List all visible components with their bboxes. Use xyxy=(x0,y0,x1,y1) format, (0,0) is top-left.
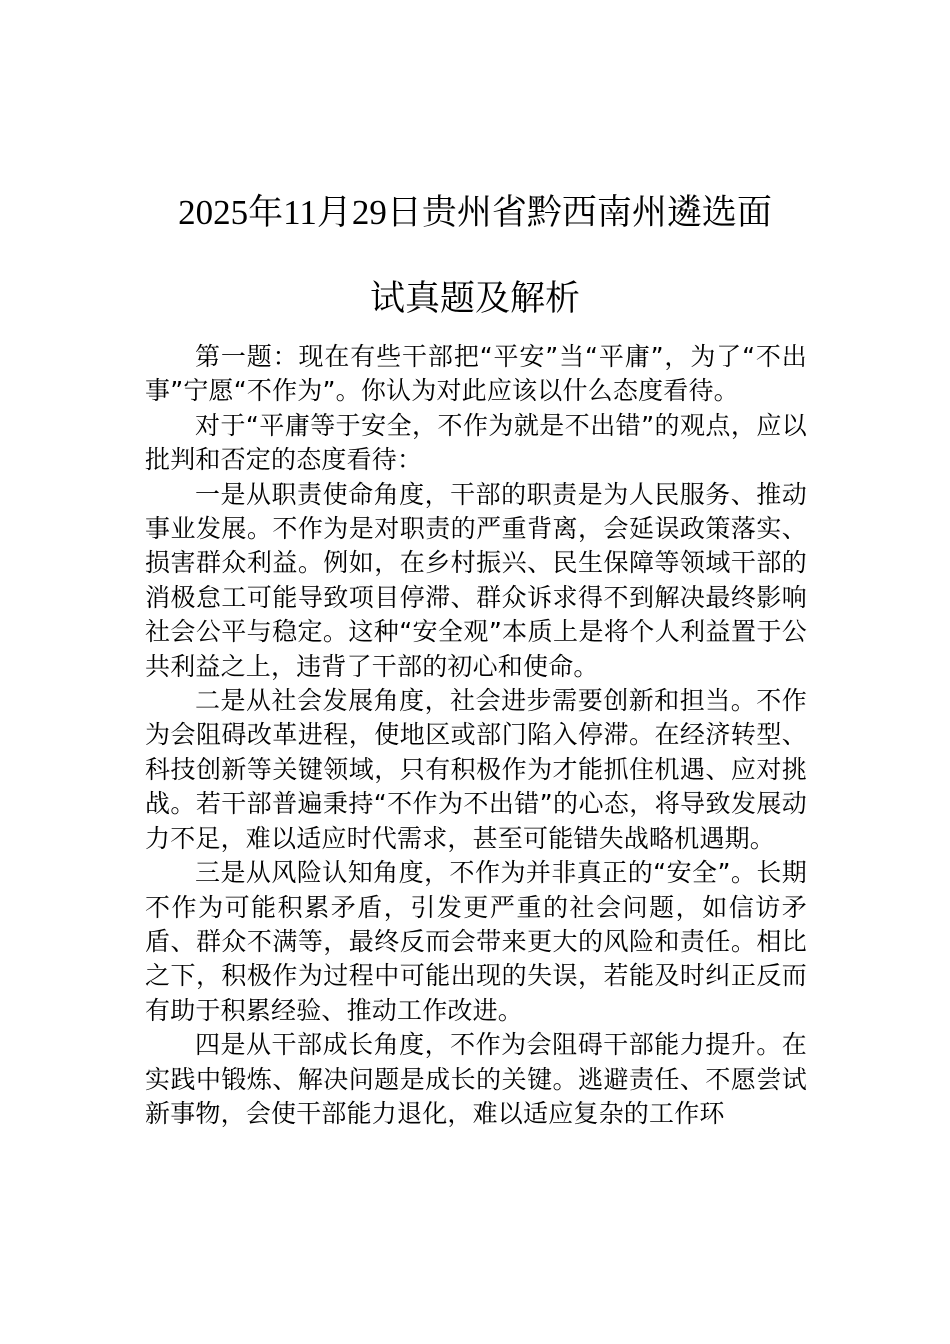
question-paragraph: 第一题：现在有些干部把“平安”当“平庸”，为了“不出事”宁愿“不作为”。你认为对此应该以什么态度看待。 xyxy=(145,342,807,406)
document-body xyxy=(145,340,807,1131)
document-title xyxy=(145,170,805,342)
answer-intro-paragraph: 对于“平庸等于安全，不作为就是不出错”的观点，应以批判和否定的态度看待： xyxy=(145,410,807,475)
title-line-1: 2025年11月29日贵州省黔西南州遴选面 xyxy=(178,193,772,232)
title-line-2: 试真题及解析 xyxy=(369,279,580,318)
answer-point-1: 一是从职责使命角度，干部的职责是为人民服务、推动事业发展。不作为是对职责的严重背离，会延误政策落实、损害群众利益。例如，在乡村振兴、民生保障等领域干部的消极怠工可能导致项目停滞、群众诉求得不到解决最终影响社会公平与稳定。这种“安全观”本质上是将个人利益置于公共利益之上，违背了干部的初心和使命。 xyxy=(145,479,807,681)
answer-point-3: 三是从风险认知角度，不作为并非真正的“安全”。长期不作为可能积累矛盾，引发更严重的社会问题，如信访矛盾、群众不满等，最终反而会带来更大的风险和责任。相比之下，积极作为过程中可能出现的失误，若能及时纠正反而有助于积累经验、推动工作改进。 xyxy=(145,858,807,1025)
answer-point-4: 四是从干部成长角度，不作为会阻碍干部能力提升。在实践中锻炼、解决问题是成长的关键。逃避责任、不愿尝试新事物，会使干部能力退化，难以适应复杂的工作环 xyxy=(145,1030,807,1128)
answer-point-2: 二是从社会发展角度，社会进步需要创新和担当。不作为会阻碍改革进程，使地区或部门陷入停滞。在经济转型、科技创新等关键领域，只有积极作为才能抓住机遇、应对挑战。若干部普遍秉持“不作为不出错”的心态，将导致发展动力不足，难以适应时代需求，甚至可能错失战略机遇期。 xyxy=(145,686,807,853)
